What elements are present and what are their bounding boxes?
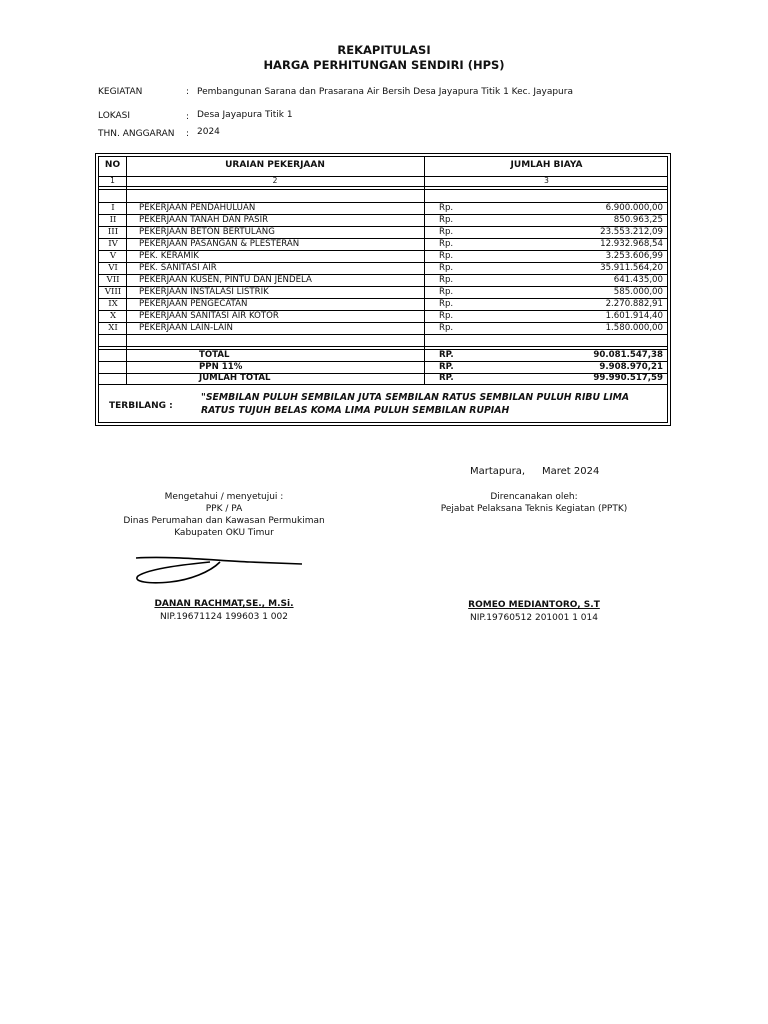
- row-desc: PEKERJAAN TANAH DAN PASIR: [139, 215, 269, 225]
- col-header-no: NO: [104, 160, 121, 170]
- row-amount: 6.900.000,00: [605, 203, 663, 213]
- lokasi-value: Desa Jayapura Titik 1: [197, 110, 293, 120]
- col-index-1: 1: [110, 176, 115, 185]
- table-row: [99, 262, 667, 274]
- row-no: XI: [108, 323, 118, 333]
- summary-divider: [99, 346, 667, 347]
- summary-row-total: [99, 349, 667, 361]
- left-signer-line1: Mengetahui / menyetujui :: [164, 492, 284, 502]
- row-amount: 12.932.968,54: [600, 239, 663, 249]
- doc-title-line1: REKAPITULASI: [337, 43, 431, 57]
- row-desc: PEKERJAAN PENDAHULUAN: [139, 203, 256, 213]
- row-amount: 1.601.914,40: [605, 311, 663, 321]
- tahun-colon: :: [186, 129, 190, 139]
- kegiatan-label: KEGIATAN: [98, 87, 143, 97]
- table-row: [99, 310, 667, 322]
- col-header-jumlah: JUMLAH BIAYA: [510, 160, 583, 170]
- row-currency: Rp.: [439, 251, 454, 261]
- right-signer-name: ROMEO MEDIANTORO, S.T: [468, 600, 600, 610]
- lokasi-label: LOKASI: [98, 111, 131, 121]
- row-no: VII: [106, 275, 120, 285]
- table-row: [99, 250, 667, 262]
- summary-label: PPN 11%: [199, 362, 243, 372]
- summary-label: TOTAL: [199, 350, 230, 360]
- table-row: [99, 226, 667, 238]
- col-index-2: 2: [272, 176, 278, 185]
- row-currency: Rp.: [439, 299, 454, 309]
- row-amount: 850.963,25: [613, 215, 663, 225]
- terbilang-divider: [99, 384, 667, 385]
- tahun-value: 2024: [197, 127, 220, 137]
- summary-row-grand-total: [99, 372, 667, 384]
- row-amount: 3.253.606,99: [605, 251, 663, 261]
- row-no: IX: [108, 299, 118, 309]
- terbilang-label: TERBILANG :: [109, 401, 173, 411]
- left-signer-line3: Dinas Perumahan dan Kawasan Permukiman: [123, 516, 325, 526]
- summary-currency: RP.: [439, 373, 454, 383]
- row-amount: 23.553.212,09: [600, 227, 663, 237]
- right-signer-nip: NIP.19760512 201001 1 014: [470, 613, 598, 623]
- row-no: IV: [108, 239, 118, 249]
- row-divider: [99, 334, 667, 335]
- kegiatan-value: Pembangunan Sarana dan Prasarana Air Bersih Desa Jayapura Titik 1 Kec. Jayapura: [197, 87, 573, 97]
- col-header-uraian: URAIAN PEKERJAAN: [225, 160, 325, 170]
- row-amount: 585.000,00: [613, 287, 663, 297]
- row-currency: Rp.: [439, 215, 454, 225]
- row-no: VI: [108, 263, 118, 273]
- row-amount: 641.435,00: [613, 275, 663, 285]
- table-row: [99, 214, 667, 226]
- summary-label: JUMLAH TOTAL: [199, 373, 271, 383]
- terbilang-text: "SEMBILAN PULUH SEMBILAN JUTA SEMBILAN RATUS SEMBILAN PULUH RIBU LIMA RATUS TUJUH BELAS KOMA LIMA PULUH SEMBILAN RUPIAH: [201, 392, 630, 416]
- row-amount: 1.580.000,00: [605, 323, 663, 333]
- summary-amount: 9.908.970,21: [599, 362, 663, 372]
- table-row: [99, 238, 667, 250]
- table-row: [99, 286, 667, 298]
- doc-title-line2: HARGA PERHITUNGAN SENDIRI (HPS): [263, 58, 505, 72]
- date: Maret 2024: [542, 466, 600, 477]
- row-currency: Rp.: [439, 323, 454, 333]
- row-currency: Rp.: [439, 203, 454, 213]
- row-currency: Rp.: [439, 227, 454, 237]
- table-row: [99, 274, 667, 286]
- right-signer-line1: Direncanakan oleh:: [490, 492, 578, 502]
- row-no: II: [109, 215, 117, 225]
- left-signer-name: DANAN RACHMAT,SE., M.Si.: [154, 599, 294, 609]
- left-signer-line4: Kabupaten OKU Timur: [174, 528, 274, 538]
- row-currency: Rp.: [439, 287, 454, 297]
- left-signer-nip: NIP.19671124 199603 1 002: [160, 612, 288, 622]
- row-currency: Rp.: [439, 263, 454, 273]
- col-index-3: 3: [544, 176, 549, 185]
- row-desc: PEKERJAAN INSTALASI LISTRIK: [139, 287, 269, 297]
- row-no: III: [107, 227, 119, 237]
- summary-currency: RP.: [439, 362, 454, 372]
- hps-table: [95, 153, 671, 426]
- row-currency: Rp.: [439, 311, 454, 321]
- signature-mark: [130, 550, 310, 590]
- row-amount: 2.270.882,91: [605, 299, 663, 309]
- row-desc: PEKERJAAN BETON BERTULANG: [139, 227, 275, 237]
- row-desc: PEKERJAAN PENGECATAN: [139, 299, 248, 309]
- index-divider-2: [99, 189, 667, 190]
- row-amount: 35.911.564,20: [600, 263, 663, 273]
- row-no: X: [109, 311, 117, 321]
- row-no: I: [111, 203, 115, 213]
- left-signer-line2: PPK / PA: [205, 504, 243, 514]
- row-desc: PEKERJAAN KUSEN, PINTU DAN JENDELA: [139, 275, 312, 285]
- row-currency: Rp.: [439, 275, 454, 285]
- hps-table-inner: [98, 156, 668, 423]
- table-row: [99, 298, 667, 310]
- row-desc: PEKERJAAN LAIN-LAIN: [139, 323, 233, 333]
- row-desc: PEK. SANITASI AIR: [139, 263, 217, 273]
- right-signer-line2: Pejabat Pelaksana Teknis Kegiatan (PPTK): [440, 504, 628, 514]
- row-desc: PEKERJAAN SANITASI AIR KOTOR: [139, 311, 279, 321]
- row-currency: Rp.: [439, 239, 454, 249]
- place: Martapura,: [470, 466, 526, 477]
- row-no: V: [109, 251, 117, 261]
- summary-currency: RP.: [439, 350, 454, 360]
- table-row: [99, 322, 667, 334]
- kegiatan-colon: :: [186, 87, 190, 97]
- tahun-label: THN. ANGGARAN: [98, 129, 175, 139]
- row-desc: PEKERJAAN PASANGAN & PLESTERAN: [139, 239, 300, 249]
- row-no: VIII: [104, 287, 122, 297]
- lokasi-colon: :: [186, 112, 190, 122]
- index-divider: [99, 186, 667, 187]
- row-desc: PEK. KERAMIK: [139, 251, 199, 261]
- summary-amount: 99.990.517,59: [593, 373, 663, 383]
- table-row: [99, 202, 667, 214]
- summary-amount: 90.081.547,38: [593, 350, 663, 360]
